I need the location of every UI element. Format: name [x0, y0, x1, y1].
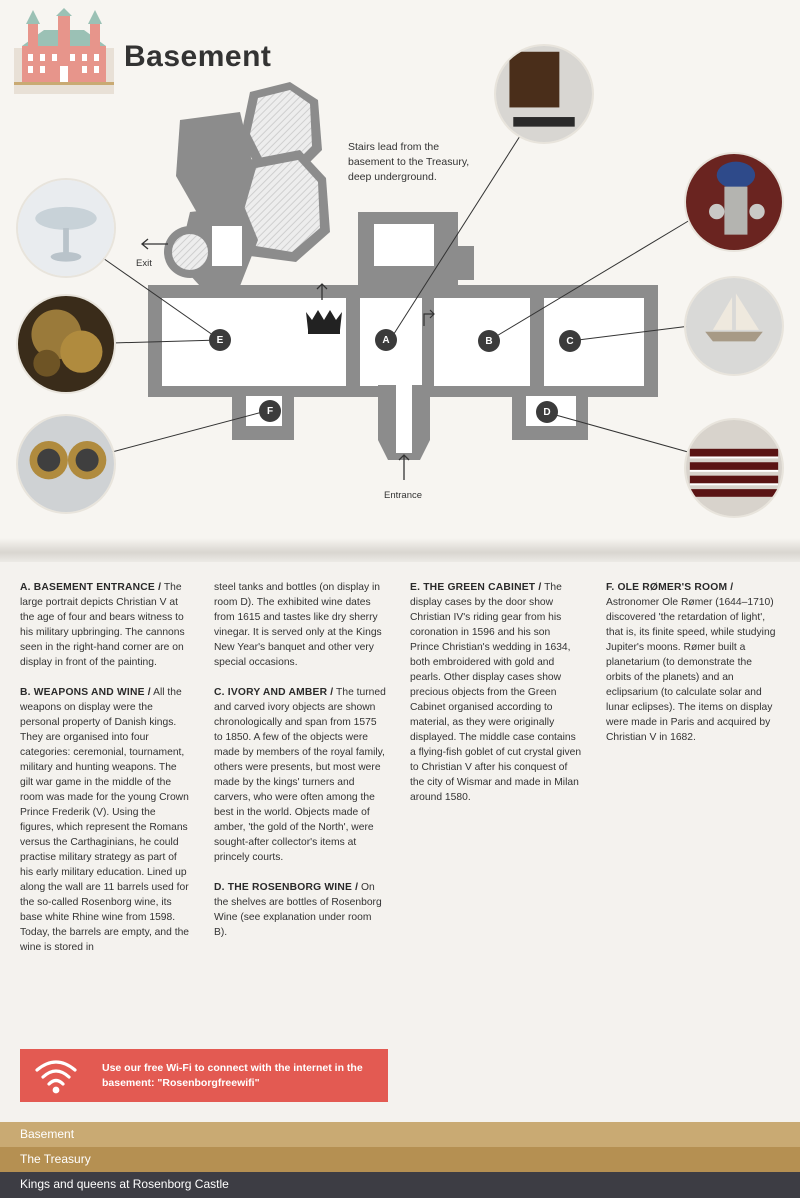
photo-wine-bottles: [684, 418, 784, 518]
photo-portrait: [494, 44, 594, 144]
section-c: C. IVORY AND AMBER / The turned and carved ivory objects are shown chronologically and span from 1575 to 1850. A few of the objects were made by members of the royal family, others were presents, but most were made by the kings' turners and carvers, who were often among the best in the world. Objects made of amber, 'the gold of the North', were sought-after collector's items at princely courts.: [214, 687, 386, 863]
tab-kings-and-queens[interactable]: Kings and queens at Rosenborg Castle: [0, 1172, 800, 1198]
section-f: F. OLE RØMER'S ROOM / Astronomer Ole Rømer (1644–1710) discovered 'the retardation of light', that is, its finite speed, while studying Jupiter's moons. Rømer built a planetarium (to demonstrate the orbits of the planets) and an eclipsarium (to calculate solar and lunar eclipses). The items on display were made in Paris and acquired by Christian V in 1682.: [606, 582, 776, 743]
photo-armour: [684, 152, 784, 252]
page-fold: [0, 538, 800, 562]
room-marker-b: B: [478, 330, 500, 352]
tab-the-treasury[interactable]: The Treasury: [0, 1147, 800, 1172]
room-marker-d: D: [536, 401, 558, 423]
wifi-banner: [20, 1049, 388, 1102]
section-b-continued: steel tanks and bottles (on display in room D). The exhibited wine dates from 1615 and tastes like dry sherry vinegar. It is served only at the Kings New Year's banquet and other very special occasions.: [214, 582, 382, 668]
section-e: E. THE GREEN CABINET / The display cases by the door show Christian IV's riding gear from his coronation in 1596 and his son Prince Christian's wedding in 1634, both embroidered with gold and pearls. Other display cases show precious objects from the Green Cabinet organised according to material, as they were originally displayed. The middle case contains a flying-fish goblet of cut crystal given to Christian V after his conquest of the city of Wismar and made in Milan around 1580.: [410, 582, 582, 803]
section-b: B. WEAPONS AND WINE / All the weapons on display were the personal property of Danish kings. They are organised into four categories: ceremonial, tournament, military and hunting weapons. The gilt war game in the middle of the room was made for the young Crown Prince Frederik (V). Using the figures, which represent the Romans versus the Carthaginians, he could practise military strategy as part of his early military education. Lined up along the wall are 11 barrels used for the so-called Rosenborg wine, its base white Rhine wine from 1598. Today, the barrels are empty, and the wine is stored in: [20, 687, 190, 953]
floor-plan: [0, 0, 800, 545]
map-area: [0, 0, 800, 545]
text-columns: [0, 562, 800, 1042]
room-marker-a: A: [375, 329, 397, 351]
wifi-text: Use our free Wi-Fi to connect with the internet in the basement: "Rosenborgfreewifi": [102, 1061, 363, 1089]
wifi-icon: [34, 1058, 78, 1094]
column-3: [410, 580, 582, 820]
column-4: [606, 580, 778, 760]
column-2: [214, 580, 386, 955]
tower-section: [164, 82, 330, 286]
entrance-label: Entrance: [384, 490, 423, 501]
arrow-left-icon: [142, 239, 168, 249]
tab-basement[interactable]: Basement: [0, 1122, 800, 1147]
page-title: Basement: [124, 40, 272, 73]
photo-riding-gear: [16, 294, 116, 394]
room-marker-c: C: [559, 330, 581, 352]
column-1: [20, 580, 192, 970]
room-marker-f: F: [259, 400, 281, 422]
section-d: D. THE ROSENBORG WINE / On the shelves are bottles of Rosenborg Wine (see explanation under room B).: [214, 882, 382, 938]
stairs-block: [358, 212, 474, 290]
photo-goblet: [16, 178, 116, 278]
photo-ivory-ship: [684, 276, 784, 376]
stairs-note: Stairs lead from the basement to the Treasury, deep underground.: [348, 141, 470, 183]
room-marker-e: E: [209, 329, 231, 351]
exit-label: Exit: [136, 258, 152, 269]
section-a: A. BASEMENT ENTRANCE / The large portrait depicts Christian V at the age of four and bears witness to his military upbringing. The cannons seen in the right-hand corner are on display in front of the painting.: [20, 582, 185, 668]
photo-planetarium: [16, 414, 116, 514]
